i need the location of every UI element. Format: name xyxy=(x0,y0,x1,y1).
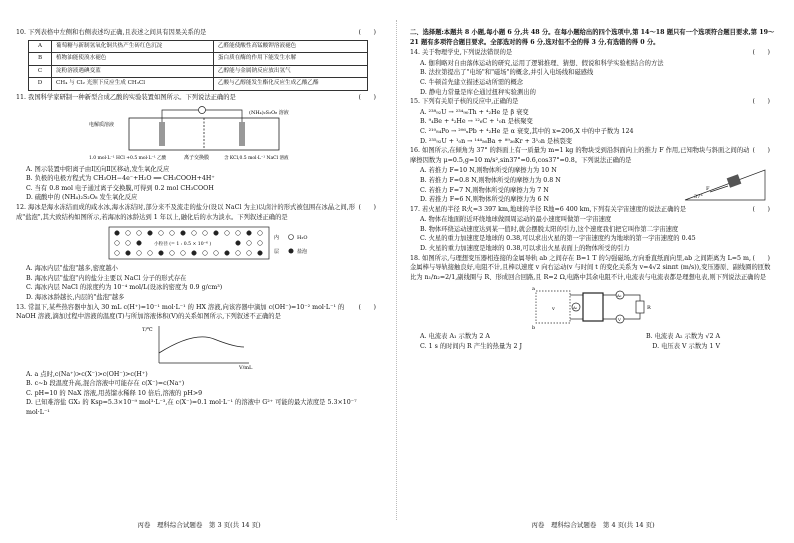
table-row xyxy=(29,78,368,91)
section-heading: 二、选择题:本题共 8 小题,每小题 6 分,共 48 分。在每小题给出的四个选项中,第 14～18 题只有一个选项符合题目要求,第 19～21 题有多项符合题目要求。全部选对的得 6 分,选对但不全的得 3 分,有选错的得 0 分。 xyxy=(410,29,775,46)
question-stem: 18. 如图所示,与理想变压器相连接的金属导轨 ab 之间存在 B=1 T 的匀强磁场,方向垂直纸面向里,ab 之间距离为 L=5 m,金属棒与导轨接触良好,电阻不计,且棒以速度 v 向右运动(v 与时间 t 的变化关系为 v=4√2 sinπt (m/s)),变压器原、副线圈的匝数比为 n₁/n₂=2/1,副线圈与 R、形成回合回路,且 R=2 Ω,电路中其余电阻不计,电流表与电流表都是理想电表,则下列说法正确的是 xyxy=(410,254,771,281)
option-c: C. ²¹⁰₈₄Po → ²⁰⁶ₓPb + ⁴₂He 是 α 衰变,其中的 x=206,X 中的中子数为 124 xyxy=(420,127,634,135)
answer-paren: ( ) xyxy=(358,29,376,36)
molecule-dot xyxy=(258,251,263,256)
table-cell: A xyxy=(29,40,52,53)
label-left-sol: 1.0 mol·L⁻¹ HCl +0.5 mol·L⁻¹ 乙酸 xyxy=(89,155,167,161)
q10-table xyxy=(28,40,368,91)
table-cell: D xyxy=(29,78,52,91)
y-label: T/℃ xyxy=(142,326,153,333)
option-b: B. 电流表 A₂ 示数为 √2 A xyxy=(645,333,720,341)
question-12 xyxy=(16,203,382,222)
transformer-figure xyxy=(528,283,658,331)
molecule-dot xyxy=(225,231,230,236)
molecule-dot xyxy=(148,251,153,256)
molecule-dot xyxy=(214,251,219,256)
label-power: 电解质溶液 xyxy=(89,121,115,128)
option-a: A. 若推力 F=10 N,则物体所受的摩擦力为 10 N xyxy=(420,167,557,175)
option-c: C. 若推力 F=7 N,则物体所受的摩擦力为 7 N xyxy=(420,186,549,194)
molecule-dot xyxy=(258,231,263,236)
molecule-dot xyxy=(258,241,263,246)
question-stem: 10. 下列表格中左侧和右侧表述均正确,且表述之间具有因果关系的是 xyxy=(16,29,207,36)
label-angle: 37° xyxy=(694,194,703,201)
option-a: A. 海冰内层"盐泡"越多,密度越小 xyxy=(26,265,118,273)
question-15 xyxy=(410,97,776,107)
answer-paren: ( ) xyxy=(752,205,770,213)
legend-h2o-icon xyxy=(289,235,294,240)
option-b: B. c~b 段温度升高,混合溶液中可能存在 c(X⁻)=c(Na⁺) xyxy=(26,380,185,388)
table-cell: 葡萄糖与新制氢氧化铜共热产生砖红色沉淀 xyxy=(52,40,214,53)
question-stem: 12. 海冰是海水冻结而成的咸水冰,海水冻结时,部分来不及流走的盐分(设以 NaCl 为主)以卤汁的形式被包围在冰晶之间,形成"盐泡",其大致结构如图所示,若海冰的冰龄达到 1 年以上,融化后的水为淡水。下列叙述正确的是 xyxy=(16,203,355,221)
molecule-dot xyxy=(137,251,142,256)
table-cell: C xyxy=(29,65,52,78)
table-row xyxy=(29,65,368,78)
sea-ice-figure xyxy=(79,223,319,263)
question-17 xyxy=(410,205,776,215)
x-label: V/mL xyxy=(239,364,253,369)
label-right-sol2: 含 KCl,0.5 mol·L⁻¹ NaCl 溶液 xyxy=(224,155,289,161)
option-a: A. 电流表 A₁ 示数为 2 A xyxy=(420,333,490,341)
label-R: R xyxy=(647,305,651,312)
footer-left: 丙卷 理科综合试题卷 第 3 页(共 14 页) xyxy=(137,521,261,529)
q18-options-row2 xyxy=(420,342,720,352)
option-b: B. 物体环绕运动速度达到某一值时,就会摆脱太阳的引力,这个速度我们把它叫作第二宇宙速度 xyxy=(420,225,679,233)
option-b: B. 负极的电极方程式为 CH₃OH−4e⁻+H₂O ══ CH₃COOH+4H⁺ xyxy=(26,175,215,183)
left-page xyxy=(16,28,382,516)
question-stem: 13. 常温下,某些热容器中加入 30 mL c(H⁺)=10⁻¹ mol·L⁻¹ 的 HX 溶液,向该容器中滴加 c(OH⁻)=10⁻² mol·L⁻¹ 的 NaOH 溶液,滴加过程中溶液的温度(T)与所加溶液体积(V)的关系如图所示,下列叙述不正确的是 xyxy=(16,303,345,321)
molecule-dot xyxy=(181,231,186,236)
option-b: B. 法拉第提出了"电场"和"磁场"的概念,并引入电场线和磁感线 xyxy=(420,69,594,77)
question-14 xyxy=(410,48,776,58)
option-b: B. 若推力 F=0.8 N,则物体所受的摩擦力为 0.8 N xyxy=(420,176,561,184)
table-cell: B xyxy=(29,53,52,66)
molecule-dot xyxy=(126,241,131,246)
question-stem: 11. 我国科学家研制一种新型合成乙酸的实验装置如图所示。下列说法正确的是 xyxy=(16,93,236,101)
molecule-dot xyxy=(236,251,241,256)
q18-options-row1 xyxy=(420,332,720,342)
option-c: C. 海冰内层 NaCl 的浓度约为 10⁻⁴ mol/L(设冰的密度为 0.9 g/cm³) xyxy=(26,284,223,292)
option-c: C. 火星的重力加速度是地球的 0.38,可以求出火星的第一宇宙速度约为地球的第一宇宙速度的 0.45 xyxy=(420,235,696,243)
molecule-dot xyxy=(247,231,252,236)
molecule-dot xyxy=(137,241,142,246)
option-a: A. ²³⁸₉₂U → ²³⁴₉₀Th + ⁴₂He 是 β 衰变 xyxy=(420,108,529,116)
power-source xyxy=(199,106,206,113)
molecule-dot xyxy=(115,251,120,256)
electrode-left xyxy=(159,122,165,146)
label-F: F xyxy=(706,186,710,193)
molecule-dot xyxy=(225,251,230,256)
option-c: C. pH=10 的 NaX 溶液,用蒸馏水稀释 10 倍后,溶液的 pH>9 xyxy=(26,389,203,397)
table-cell: 乙醇能与金属钠反应放出氢气 xyxy=(213,65,367,78)
label-v: v xyxy=(552,306,555,313)
legend-salt: 盐泡 xyxy=(297,249,308,256)
molecule-dot xyxy=(126,251,131,256)
electrolysis-figure xyxy=(89,104,309,164)
legend-salt-icon xyxy=(289,249,294,254)
table-cell: 淀粉溶液遇碘变蓝 xyxy=(52,65,214,78)
option-d: D. 静电力常量是库仑通过扭秤实验测出的 xyxy=(420,88,536,96)
table-row xyxy=(29,53,368,66)
molecule-dot xyxy=(115,231,120,236)
option-d: D. 电压表 V 示数为 1 V xyxy=(652,343,720,351)
resistor-r xyxy=(636,301,644,313)
label-A2: A₂ xyxy=(617,293,622,299)
molecule-dot xyxy=(247,251,252,256)
question-stem: 14. 关于物理学史,下列说法错误的是 xyxy=(410,49,513,57)
molecule-dot xyxy=(126,231,131,236)
molecule-dot xyxy=(148,231,153,236)
question-13 xyxy=(16,303,382,322)
legend-h2o: H₂O xyxy=(297,235,308,242)
molecule-dot xyxy=(247,241,252,246)
answer-paren: ( ) xyxy=(752,254,770,262)
block xyxy=(727,175,742,189)
option-d: D. 海冰冰龄越长,内层的"盐泡"越多 xyxy=(26,293,125,301)
temperature-curve-figure xyxy=(139,323,259,369)
table-cell: CH₄ 与 Cl₂ 光照下反应生成 CH₃Cl xyxy=(52,78,214,91)
label-V: V xyxy=(618,317,621,323)
molecule-dot xyxy=(181,251,186,256)
label-inner: 内 xyxy=(274,235,280,242)
molecule-dot xyxy=(170,251,175,256)
option-d: D. 火星的重力加速度是地球的 0.38,可以求出火星表面上的物体所受的引力 xyxy=(420,245,630,253)
table-row xyxy=(29,40,368,53)
label-A1: A₁ xyxy=(573,305,578,311)
question-16 xyxy=(410,146,776,165)
option-c: C. 牛顿首先建立描述运动所需的概念 xyxy=(420,78,524,86)
question-18 xyxy=(410,254,776,283)
answer-paren: ( ) xyxy=(358,303,376,311)
incline-figure xyxy=(680,166,770,204)
molecule-dot xyxy=(170,231,175,236)
question-stem: 15. 下列有关原子核的反应中,正确的是 xyxy=(410,98,519,106)
option-d: D. ²³⁵₉₂U + ¹₀n → ¹⁴⁴₅₆Ba + ⁸⁹₃₆Kr + 3¹₀n 是核裂变 xyxy=(420,137,573,145)
molecule-dot xyxy=(159,251,164,256)
question-stem: 17. 若火星的半径 R火=3 397 km,地球的半径 R地=6 400 km,下列有关宇宙速度的说法正确的是 xyxy=(410,205,686,213)
molecule-dot xyxy=(137,231,142,236)
option-b: B. 海冰内层"盐泡"内的盐分主要以 NaCl 分子的形式存在 xyxy=(26,274,187,282)
question-10 xyxy=(16,28,382,38)
molecule-dot xyxy=(203,251,208,256)
option-a: A. 伽利略对自由落体运动的研究,运用了逻辑推理、猜想、假说和科学实验相结合的方法 xyxy=(420,59,664,67)
answer-paren: ( ) xyxy=(752,147,770,155)
molecule-dot xyxy=(203,231,208,236)
label-b: b xyxy=(532,325,536,332)
option-d: D. 已知难溶盐 GX₂ 的 Ksp=5.3×10⁻⁹ mol³·L⁻³,在 c(X⁻)=0.1 mol·L⁻¹ 的溶液中 G²⁺ 可能的最大浓度是 5.3×10⁻⁷ mol·L⁻¹ xyxy=(26,399,357,417)
answer-paren: ( ) xyxy=(752,49,770,57)
option-a: A. a 点时,c(Na⁺)>c(X⁻)>c(OH⁻)>c(H⁺) xyxy=(26,370,148,378)
molecule-dot xyxy=(214,231,219,236)
molecule-dot xyxy=(192,231,197,236)
table-cell: 植物油能使溴水褪色 xyxy=(52,53,214,66)
label-outer: 层 xyxy=(274,249,280,256)
option-b: B. ⁹₄Be + ⁴₂He → ¹²₆C + ¹₀n 是核聚变 xyxy=(420,118,533,126)
question-stem: 16. 如图所示,在倾角为 37° 的斜面上有一质量为 m=1 kg 的物块受到沿斜面向上的推力 F 作用,已知物块与斜面之间的动摩擦因数为 μ=0.5,g=10 m/s²,sin37°=0.6,cos37°=0.8。下列说法正确的是 xyxy=(410,147,750,164)
right-page xyxy=(410,28,776,516)
answer-paren: ( ) xyxy=(358,93,376,101)
molecule-dot xyxy=(115,241,120,246)
label-particle: 小粒径 (= 1 : 0.5 × 10⁻⁶ ) xyxy=(154,242,212,248)
temperature-curve xyxy=(159,337,244,353)
option-d: D. 硫酸中的 (NH₄)₂S₂O₈ 发生氧化反应 xyxy=(26,194,138,202)
answer-paren: ( ) xyxy=(752,98,770,106)
option-d: D. 若推力 F=6 N,则物体所受的摩擦力为 6 N xyxy=(420,196,549,204)
electrode-right xyxy=(239,122,245,146)
label-a: a xyxy=(532,286,535,293)
molecule-dot xyxy=(236,231,241,236)
label-membrane: 离子交换膜 xyxy=(184,154,210,161)
option-c: C. 1 s 的时间内 R 产生的热量为 2 J xyxy=(420,343,523,351)
table-cell: 蛋白质在酶的作用下能发生水解 xyxy=(213,53,367,66)
table-cell: 乙醛能使酸性高锰酸钾溶液褪色 xyxy=(213,40,367,53)
option-c: C. 当有 0.8 mol 电子通过离子交换膜,可得到 0.2 mol CH₃COOH xyxy=(26,184,214,192)
option-a: A. 图示装置中阳离子由Ⅰ区向Ⅱ区移动,发生氧化反应 xyxy=(26,165,170,173)
label-right-sol: (NH₄)₂S₂O₈ 溶液 xyxy=(249,109,289,116)
molecule-dot xyxy=(192,251,197,256)
question-11 xyxy=(16,93,382,103)
transformer-core xyxy=(583,293,603,321)
molecule-dot xyxy=(236,241,241,246)
table-cell: 乙酸与乙醇能发生酯化反应生成乙酸乙酯 xyxy=(213,78,367,91)
option-a: A. 物体在地面附近环绕地球做圆周运动的最小速度叫做第一宇宙速度 xyxy=(420,216,612,224)
footer-right: 丙卷 理科综合试题卷 第 4 页(共 14 页) xyxy=(531,521,655,529)
answer-paren: ( ) xyxy=(358,203,376,211)
page-divider xyxy=(396,20,397,520)
molecule-dot xyxy=(159,231,164,236)
